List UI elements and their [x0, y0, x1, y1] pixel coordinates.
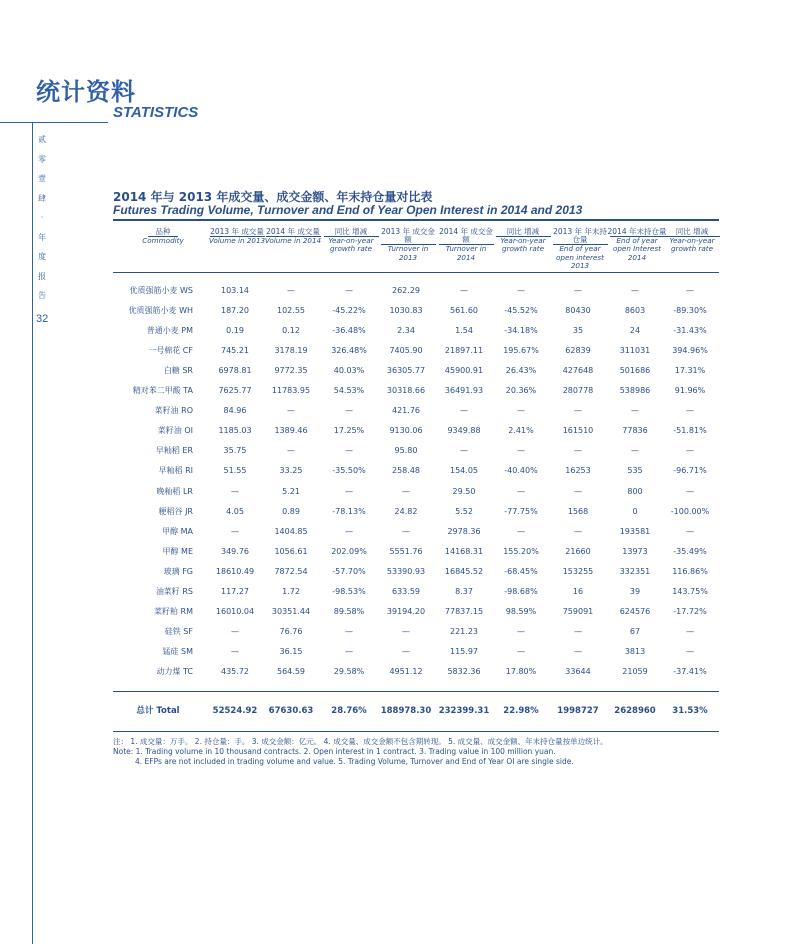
value-cell: 6978.81: [218, 366, 252, 376]
value-cell: 53390.93: [386, 566, 426, 576]
value-cell: —: [345, 486, 353, 496]
value-cell: 193581: [619, 526, 651, 536]
commodity-cell: 玻璃 FG: [163, 566, 193, 576]
value-cell: 22.98%: [503, 706, 539, 716]
margin-char: 零: [38, 154, 46, 164]
table-row: [113, 582, 719, 602]
value-cell: 117.27: [221, 586, 249, 596]
column-header-cn: 同比 增减: [506, 227, 540, 236]
value-cell: —: [345, 446, 353, 456]
value-cell: 349.76: [221, 546, 249, 556]
note-line-cn: 注： 1. 成交量：万手。 2. 持仓量：手。 3. 成交金额：亿元。 4. 成交量、成交金额不包含期转现。 5. 成交量、成交金额、年末持仓量按单边统计。: [113, 737, 608, 746]
value-cell: 161510: [562, 426, 594, 436]
table-row: [113, 542, 719, 562]
value-cell: 77837.15: [444, 606, 484, 616]
value-cell: 29.50: [452, 486, 476, 496]
value-cell: 11783.95: [271, 386, 311, 396]
column-header-en: Commodity: [142, 236, 184, 246]
value-cell: 1404.85: [274, 526, 308, 536]
value-cell: —: [574, 646, 582, 656]
value-cell: -78.13%: [332, 506, 366, 516]
value-cell: 17.31%: [674, 366, 706, 376]
value-cell: 633.59: [392, 586, 420, 596]
value-cell: -35.49%: [673, 546, 707, 556]
value-cell: 67630.63: [268, 706, 314, 716]
value-cell: —: [686, 406, 694, 416]
margin-char: 贰: [38, 135, 46, 144]
column-header: [321, 228, 381, 254]
value-cell: —: [402, 626, 410, 636]
value-cell: —: [345, 406, 353, 416]
commodity-cell: 优质强筋小麦 WH: [128, 306, 193, 316]
commodity-cell: 菜籽油 RO: [154, 406, 193, 416]
value-cell: -37.41%: [673, 666, 707, 676]
value-cell: -40.40%: [504, 466, 538, 476]
value-cell: 188978.30: [380, 706, 432, 716]
value-cell: 5.21: [282, 486, 300, 496]
value-cell: 36305.77: [386, 366, 426, 376]
value-cell: 3178.19: [274, 346, 308, 356]
value-cell: 8.37: [455, 586, 473, 596]
column-header-cn: 同比 增减: [334, 227, 368, 236]
column-header: [207, 228, 267, 245]
value-cell: -45.52%: [504, 306, 538, 316]
column-header-cn: 2014 年 成交金额: [439, 227, 493, 245]
value-cell: 28.76%: [331, 706, 367, 716]
value-cell: 36.15: [279, 646, 303, 656]
value-cell: —: [345, 286, 353, 295]
commodity-cell: 一号棉花 CF: [148, 346, 193, 356]
value-cell: 39194.20: [386, 606, 426, 616]
value-cell: 5551.76: [389, 546, 423, 556]
value-cell: 33644: [565, 666, 591, 676]
value-cell: 62839: [565, 346, 591, 356]
value-cell: 45900.91: [444, 366, 484, 376]
value-cell: —: [517, 526, 525, 536]
value-cell: -100.00%: [670, 506, 710, 516]
value-cell: 18610.49: [215, 566, 255, 576]
value-cell: —: [231, 646, 239, 656]
column-header-cn: 2013 年 成交金额: [381, 227, 435, 245]
value-cell: 39: [629, 586, 641, 596]
commodity-cell: 白糖 SR: [163, 366, 193, 376]
column-header: [550, 228, 610, 270]
value-cell: —: [517, 486, 525, 496]
value-cell: 1056.61: [274, 546, 308, 556]
value-cell: 427648: [562, 366, 594, 376]
value-cell: 0.89: [282, 506, 300, 516]
header-rule: [0, 122, 108, 123]
table-row: [113, 341, 719, 361]
value-cell: 4.05: [226, 506, 244, 516]
table-body-rule: [113, 691, 719, 692]
value-cell: —: [574, 626, 582, 636]
value-cell: 33.25: [279, 466, 303, 476]
value-cell: 9130.06: [389, 426, 423, 436]
value-cell: 9772.35: [274, 366, 308, 376]
margin-char: 告: [38, 291, 46, 300]
margin-char: 度: [38, 252, 46, 261]
value-cell: —: [574, 486, 582, 496]
value-cell: 8603: [624, 306, 646, 316]
table-row: [113, 321, 719, 341]
commodity-cell: 精对苯二甲酸 TA: [132, 386, 193, 396]
value-cell: 262.29: [392, 286, 420, 295]
value-cell: —: [517, 286, 525, 295]
value-cell: —: [345, 646, 353, 656]
value-cell: 7625.77: [218, 386, 252, 396]
column-header-cn: 2013 年 年末持仓量: [553, 227, 607, 245]
value-cell: —: [631, 286, 639, 295]
table-row: [113, 522, 719, 542]
column-header: [493, 228, 553, 254]
commodity-cell: 粳稻谷 JR: [158, 506, 193, 516]
column-header-cn: 品种: [155, 227, 171, 236]
value-cell: 16845.52: [444, 566, 484, 576]
value-cell: —: [631, 406, 639, 416]
value-cell: 0: [632, 506, 638, 516]
value-cell: 30351.44: [271, 606, 311, 616]
value-cell: -31.43%: [673, 326, 707, 336]
value-cell: 280778: [562, 386, 594, 396]
commodity-cell: 甲醇 ME: [162, 546, 193, 556]
value-cell: 26.43%: [505, 366, 537, 376]
value-cell: —: [402, 526, 410, 536]
value-cell: -51.81%: [673, 426, 707, 436]
value-cell: —: [231, 626, 239, 636]
value-cell: —: [574, 526, 582, 536]
value-cell: 1568: [567, 506, 589, 516]
value-cell: 153255: [562, 566, 594, 576]
value-cell: 91.96%: [674, 386, 706, 396]
value-cell: 535: [627, 466, 643, 476]
value-cell: —: [631, 446, 639, 456]
table-row: [113, 381, 719, 401]
value-cell: —: [686, 286, 694, 295]
value-cell: 80430: [565, 306, 591, 316]
table-top-rule: [113, 219, 719, 221]
commodity-cell: 硅铁 SF: [164, 626, 193, 636]
commodity-cell: 优质强筋小麦 WS: [129, 286, 193, 295]
value-cell: -89.30%: [673, 306, 707, 316]
value-cell: 1185.03: [218, 426, 252, 436]
table-row: [113, 562, 719, 582]
value-cell: 24.82: [394, 506, 418, 516]
value-cell: —: [517, 626, 525, 636]
commodity-cell: 普通小麦 PM: [146, 326, 193, 336]
margin-rule: [32, 122, 33, 944]
value-cell: 16010.04: [215, 606, 255, 616]
value-cell: 21660: [565, 546, 591, 556]
column-header: [123, 228, 203, 245]
value-cell: 624576: [619, 606, 651, 616]
value-cell: 202.09%: [331, 546, 367, 556]
value-cell: 98.59%: [505, 606, 537, 616]
value-cell: 16: [572, 586, 584, 596]
value-cell: 311031: [619, 346, 651, 356]
value-cell: —: [287, 286, 295, 295]
value-cell: 1.72: [282, 586, 300, 596]
value-cell: -35.50%: [332, 466, 366, 476]
table-row: [113, 441, 719, 461]
value-cell: 195.67%: [503, 346, 539, 356]
value-cell: —: [686, 646, 694, 656]
column-header-en: Turnover in 2013: [387, 244, 429, 262]
note-line-en-2: 4. EFPs are not included in trading volume and value. 5. Trading Volume, Turnover and End of Year OI are single side.: [135, 757, 574, 766]
value-cell: —: [231, 526, 239, 536]
value-cell: 394.96%: [672, 346, 708, 356]
value-cell: —: [517, 646, 525, 656]
value-cell: 95.80: [394, 446, 418, 456]
value-cell: 30318.66: [386, 386, 426, 396]
page-section-title-cn: 统计资料: [36, 78, 136, 106]
value-cell: 115.97: [450, 646, 478, 656]
value-cell: —: [402, 646, 410, 656]
value-cell: 2978.36: [447, 526, 481, 536]
value-cell: 0.12: [282, 326, 300, 336]
commodity-cell: 甲醇 MA: [162, 526, 193, 536]
column-header: [378, 228, 438, 262]
value-cell: —: [460, 446, 468, 456]
column-header-en: Volume in 2013: [208, 236, 266, 246]
page-number: 32: [36, 313, 49, 325]
value-cell: -77.75%: [504, 506, 538, 516]
value-cell: 3813: [624, 646, 646, 656]
commodity-cell: 锰硅 SM: [162, 646, 193, 656]
value-cell: 154.05: [450, 466, 478, 476]
column-header: [436, 228, 496, 262]
value-cell: 24: [629, 326, 641, 336]
value-cell: 116.86%: [672, 566, 708, 576]
value-cell: 2.34: [397, 326, 415, 336]
value-cell: 21897.11: [444, 346, 484, 356]
value-cell: 1030.83: [389, 306, 423, 316]
value-cell: 0.19: [226, 326, 244, 336]
value-cell: 102.55: [277, 306, 305, 316]
value-cell: 4951.12: [389, 666, 423, 676]
value-cell: 561.60: [450, 306, 478, 316]
value-cell: —: [517, 446, 525, 456]
value-cell: 84.96: [223, 406, 247, 416]
value-cell: —: [460, 286, 468, 295]
value-cell: 13973: [622, 546, 648, 556]
table-title-en: Futures Trading Volume, Turnover and End of Year Open Interest in 2014 and 2013: [113, 203, 583, 217]
value-cell: 76.76: [279, 626, 303, 636]
value-cell: -17.72%: [673, 606, 707, 616]
table-row: [113, 482, 719, 502]
value-cell: 103.14: [221, 286, 249, 295]
value-cell: 759091: [562, 606, 594, 616]
value-cell: 14168.31: [444, 546, 484, 556]
column-header-cn: 2014 年末持仓量: [607, 227, 667, 236]
value-cell: —: [345, 526, 353, 536]
value-cell: —: [345, 626, 353, 636]
value-cell: 232399.31: [438, 706, 490, 716]
value-cell: 7872.54: [274, 566, 308, 576]
commodity-cell: 晚籼稻 LR: [156, 486, 193, 496]
table-row: [113, 622, 719, 642]
value-cell: —: [686, 626, 694, 636]
column-header-cn: 2013 年 成交量: [210, 227, 264, 236]
value-cell: —: [287, 406, 295, 416]
commodity-cell: 油菜籽 RS: [155, 586, 193, 596]
value-cell: -96.71%: [673, 466, 707, 476]
commodity-cell: 菜籽粕 RM: [153, 606, 193, 616]
value-cell: —: [574, 446, 582, 456]
margin-char: ·: [40, 213, 44, 222]
value-cell: 1.54: [455, 326, 473, 336]
value-cell: 35.75: [223, 446, 247, 456]
value-cell: 501686: [619, 366, 651, 376]
value-cell: 538986: [619, 386, 651, 396]
column-header-cn: 2014 年 成交量: [266, 227, 320, 236]
value-cell: -98.68%: [504, 586, 538, 596]
page-section-title-en: STATISTICS: [113, 104, 199, 121]
value-cell: 564.59: [277, 666, 305, 676]
value-cell: 16253: [565, 466, 591, 476]
value-cell: 51.55: [223, 466, 247, 476]
value-cell: -98.53%: [332, 586, 366, 596]
commodity-cell: 菜籽油 OI: [157, 426, 193, 436]
column-header-en: Year-on-year growth rate: [500, 236, 546, 254]
table-row: [113, 401, 719, 421]
column-header-en: End of year open Interest 2014: [612, 236, 662, 262]
value-cell: 421.76: [392, 406, 420, 416]
value-cell: 435.72: [221, 666, 249, 676]
table-row: [113, 502, 719, 522]
margin-vertical-label: [36, 135, 48, 311]
table-row: [113, 421, 719, 441]
value-cell: —: [231, 486, 239, 496]
value-cell: 332351: [619, 566, 651, 576]
value-cell: —: [287, 446, 295, 456]
table-row: [113, 301, 719, 321]
column-header: [263, 228, 323, 245]
value-cell: 31.53%: [672, 706, 708, 716]
table-title-cn: 2014 年与 2013 年成交量、成交金额、年末持仓量对比表: [113, 190, 433, 204]
commodity-cell: 动力煤 TC: [156, 666, 193, 676]
column-header-en: Volume in 2014: [264, 236, 322, 246]
table-row: [113, 461, 719, 481]
value-cell: -34.18%: [504, 326, 538, 336]
margin-char: 年: [38, 232, 46, 242]
table-header-rule: [113, 272, 719, 273]
value-cell: —: [517, 406, 525, 416]
value-cell: 2628960: [614, 706, 656, 716]
table-row: [113, 281, 719, 301]
margin-char: 报: [38, 271, 46, 281]
note-line-en-1: Note: 1. Trading volume in 10 thousand contracts. 2. Open interest in 1 contract. 3. Trading value in 100 million yuan.: [113, 747, 556, 756]
table-row: [113, 642, 719, 662]
column-header-en: Year-on-year growth rate: [669, 236, 715, 254]
value-cell: 77836: [622, 426, 648, 436]
table-notes: [113, 737, 608, 767]
value-cell: -36.48%: [332, 326, 366, 336]
margin-char: 肆: [38, 193, 46, 203]
value-cell: —: [686, 446, 694, 456]
commodity-cell: 早籼稻 ER: [155, 446, 193, 456]
value-cell: 258.48: [392, 466, 420, 476]
value-cell: 20.36%: [505, 386, 537, 396]
column-header-cn: 同比 增减: [675, 227, 709, 236]
value-cell: 9349.88: [447, 426, 481, 436]
value-cell: 143.75%: [672, 586, 708, 596]
table-row: [113, 361, 719, 381]
column-header: [662, 228, 722, 254]
value-cell: -68.45%: [504, 566, 538, 576]
value-cell: 54.53%: [333, 386, 365, 396]
column-header-en: Year-on-year growth rate: [328, 236, 374, 254]
commodity-cell: 早籼稻 RI: [158, 466, 193, 476]
value-cell: 745.21: [221, 346, 249, 356]
value-cell: 17.25%: [333, 426, 365, 436]
value-cell: 36491.93: [444, 386, 484, 396]
margin-char: 壹: [38, 174, 46, 183]
value-cell: 2.41%: [508, 426, 534, 436]
value-cell: 800: [627, 486, 643, 496]
value-cell: 326.48%: [331, 346, 367, 356]
value-cell: 155.20%: [503, 546, 539, 556]
value-cell: 7405.90: [389, 346, 423, 356]
column-header-en: End of year open interest 2013: [556, 244, 604, 270]
column-header: [607, 228, 667, 262]
value-cell: —: [686, 526, 694, 536]
value-cell: —: [460, 406, 468, 416]
value-cell: -57.70%: [332, 566, 366, 576]
table-row: [113, 602, 719, 622]
commodity-cell: 总计 Total: [136, 706, 180, 716]
value-cell: 40.03%: [333, 366, 365, 376]
value-cell: 29.58%: [333, 666, 365, 676]
value-cell: —: [686, 486, 694, 496]
value-cell: 187.20: [221, 306, 249, 316]
value-cell: —: [402, 486, 410, 496]
value-cell: 35: [572, 326, 584, 336]
value-cell: 89.58%: [333, 606, 365, 616]
value-cell: 221.23: [450, 626, 478, 636]
value-cell: 67: [629, 626, 641, 636]
value-cell: —: [574, 286, 582, 295]
column-header-en: Turnover in 2014: [445, 244, 487, 262]
value-cell: 1998727: [557, 706, 599, 716]
table-total-row: [113, 701, 719, 721]
value-cell: 52524.92: [212, 706, 258, 716]
value-cell: 5832.36: [447, 666, 481, 676]
value-cell: —: [574, 406, 582, 416]
table-bottom-rule: [113, 731, 719, 732]
value-cell: 21059: [622, 666, 648, 676]
value-cell: 17.80%: [505, 666, 537, 676]
table-row: [113, 662, 719, 682]
value-cell: 5.52: [455, 506, 473, 516]
value-cell: 1389.46: [274, 426, 308, 436]
value-cell: -45.22%: [332, 306, 366, 316]
